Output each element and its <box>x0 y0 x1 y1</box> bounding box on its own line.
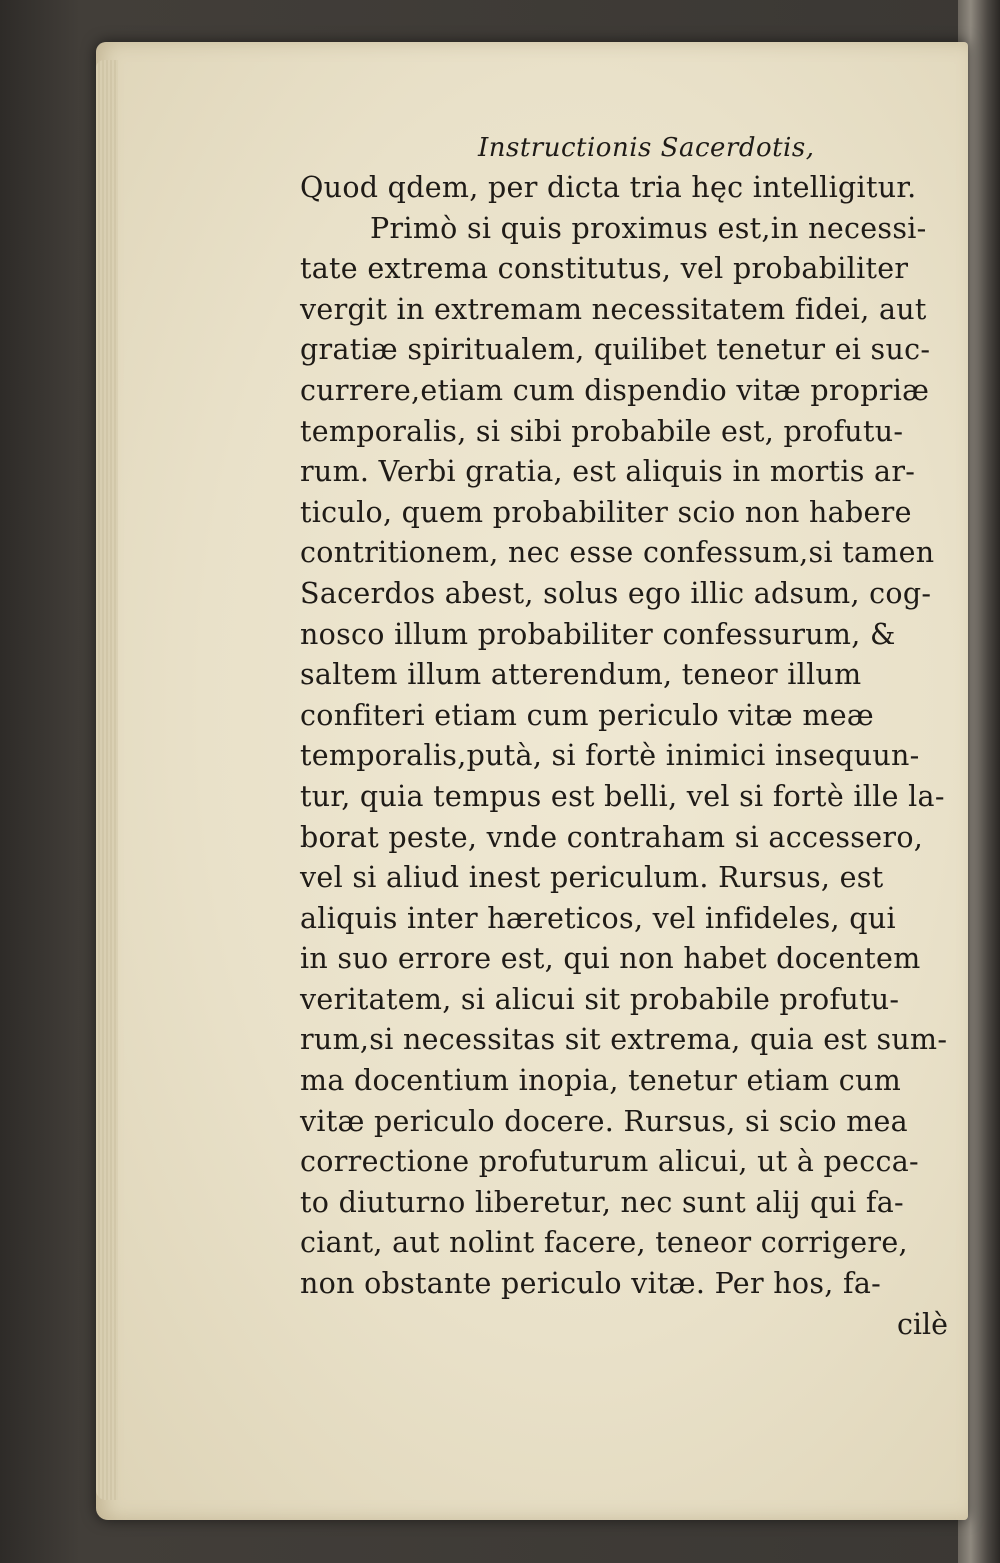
text-line: confiteri etiam cum periculo vitæ meæ <box>300 698 874 732</box>
text-line: Quod qdem, per dicta tria hęc intelligitur. <box>300 171 917 204</box>
text-line: ciant, aut nolint facere, teneor corrigere, <box>300 1226 908 1260</box>
text-line: tate extrema constitutus, vel probabiliter <box>300 252 909 286</box>
text-line: rum,si necessitas sit extrema, quia est sum- <box>300 1023 948 1057</box>
text-line: to diuturno liberetur, nec sunt alij qui fa- <box>300 1185 904 1219</box>
text-line: correctione profuturum alicui, ut à pecca- <box>300 1145 919 1179</box>
page-edges <box>96 60 118 1500</box>
text-line: gratiæ spiritualem, quilibet tenetur ei suc- <box>300 333 931 367</box>
text-line: saltem illum atterendum, teneor illum <box>300 658 862 692</box>
text-line: Primò si quis proximus est,in necessi- <box>370 211 927 245</box>
text-line: vergit in extremam necessitatem fidei, aut <box>300 292 927 326</box>
text-line: currere,etiam cum dispendio vitæ propriæ <box>300 373 930 407</box>
catchword: cilè <box>896 1307 948 1341</box>
text-line: borat peste, vnde contraham si accessero, <box>300 820 924 854</box>
text-line: nosco illum probabiliter confessurum, & <box>300 617 896 651</box>
text-line: non obstante periculo vitæ. Per hos, fa- <box>300 1267 882 1301</box>
text-line: rum. Verbi gratia, est aliquis in mortis ar- <box>300 455 916 489</box>
text-line: veritatem, si alicui sit probabile profutu- <box>300 982 900 1016</box>
text-line: vel si aliud inest periculum. Rursus, est <box>300 861 884 895</box>
text-line: temporalis,putà, si fortè inimici insequun- <box>300 739 920 773</box>
text-line: ma docentium inopia, tenetur etiam cum <box>300 1064 902 1098</box>
text-line: contritionem, nec esse confessum,si tamen <box>300 536 935 570</box>
running-head: Instructionis Sacerdotis, <box>478 133 815 163</box>
text-line: in suo errore est, qui non habet docentem <box>300 942 921 976</box>
text-line: vitæ periculo docere. Rursus, si scio mea <box>300 1104 908 1138</box>
text-line: ticulo, quem probabiliter scio non habere <box>300 495 912 529</box>
text-line: temporalis, si sibi probabile est, profutu- <box>300 414 904 448</box>
text-line: tur, quia tempus est belli, vel si fortè ille la- <box>300 779 945 813</box>
page-text <box>300 128 960 1345</box>
text-line: Sacerdos abest, solus ego illic adsum, cog- <box>300 576 932 610</box>
text-line: aliquis inter hæreticos, vel infideles, qui <box>300 901 896 935</box>
